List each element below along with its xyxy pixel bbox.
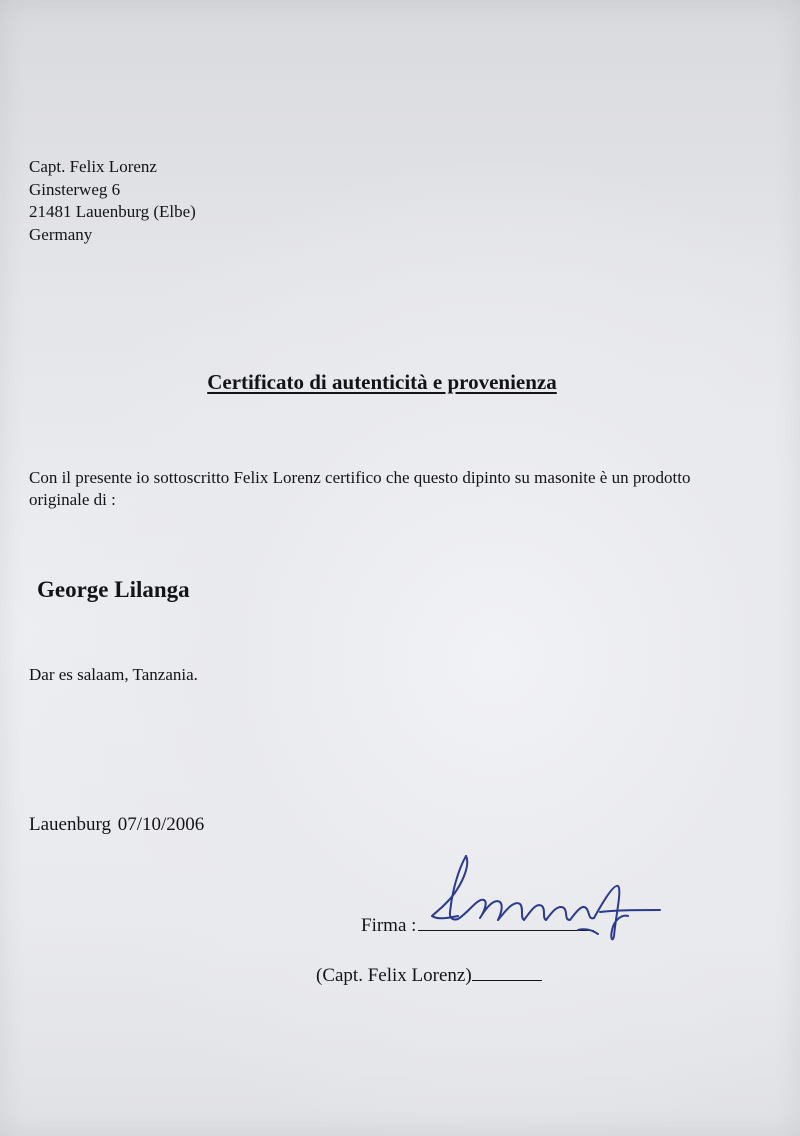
sender-city: 21481 Lauenburg (Elbe) <box>29 202 196 221</box>
certification-statement: Con il presente io sottoscritto Felix Lorenz certifico che questo dipinto su masonite è un prodotto originale di : <box>29 468 691 509</box>
sender-name: Capt. Felix Lorenz <box>29 157 157 176</box>
signer-rule <box>472 963 542 981</box>
signer-line <box>316 963 542 987</box>
document-title: Certificato di autenticità e provenienza <box>207 370 557 394</box>
place-and-date: Lauenburg 07/10/2006 <box>29 814 205 835</box>
document-title-wrapper <box>0 370 800 395</box>
sender-country: Germany <box>29 224 93 244</box>
signer-name: (Capt. Felix Lorenz) <box>316 965 472 986</box>
artist-location: Dar es salaam, Tanzania. <box>29 665 198 684</box>
handwritten-signature <box>428 850 668 945</box>
signature-label: Firma : <box>361 915 417 936</box>
artist-name: George Lilanga <box>37 577 190 602</box>
sender-street: Ginsterweg 6 <box>29 179 121 199</box>
sender-address <box>29 156 196 246</box>
